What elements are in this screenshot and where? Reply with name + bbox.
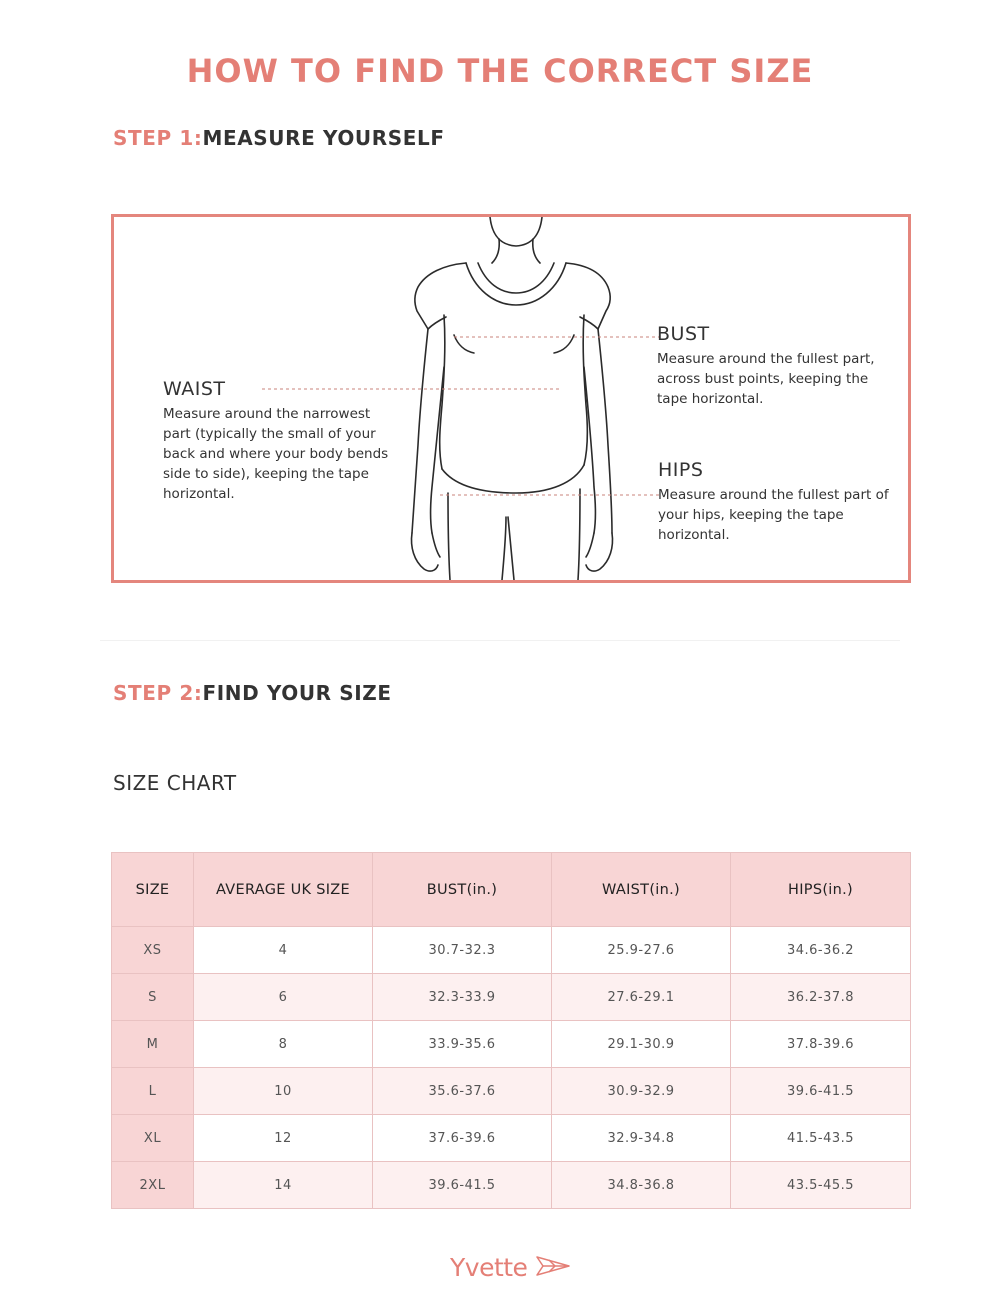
hips-cell: 37.8-39.6 — [731, 1021, 911, 1068]
uk-size-cell: 10 — [194, 1068, 373, 1115]
waist-cell: 30.9-32.9 — [552, 1068, 731, 1115]
step2-number: STEP 2: — [113, 681, 203, 705]
table-header-row — [112, 853, 911, 927]
column-header-uk-size: AVERAGE UK SIZE — [194, 853, 373, 927]
hips-cell: 34.6-36.2 — [731, 927, 911, 974]
size-cell: XL — [112, 1115, 194, 1162]
uk-size-cell: 8 — [194, 1021, 373, 1068]
table-row — [112, 927, 911, 974]
column-header-bust: BUST(in.) — [373, 853, 552, 927]
brand-name: Yvette — [450, 1253, 528, 1282]
column-header-hips: HIPS(in.) — [731, 853, 911, 927]
waist-description: Measure around the narrowest part (typically the small of your back and where your body bends side to side), keeping the tape horizontal. — [163, 406, 389, 502]
table-row — [112, 974, 911, 1021]
hips-cell: 36.2-37.8 — [731, 974, 911, 1021]
page-title: HOW TO FIND THE CORRECT SIZE — [186, 52, 814, 90]
waist-cell: 29.1-30.9 — [552, 1021, 731, 1068]
step1-number: STEP 1: — [113, 126, 203, 150]
bust-cell: 30.7-32.3 — [373, 927, 552, 974]
bust-description: Measure around the fullest part, across bust points, keeping the tape horizontal. — [657, 351, 875, 407]
waist-label: WAIST — [163, 378, 226, 400]
size-chart-table — [111, 852, 911, 1209]
bust-label: BUST — [657, 323, 710, 345]
step1-heading — [113, 126, 445, 150]
paper-plane-icon — [535, 1254, 571, 1282]
waist-cell: 32.9-34.8 — [552, 1115, 731, 1162]
size-cell: 2XL — [112, 1162, 194, 1209]
bust-cell: 37.6-39.6 — [373, 1115, 552, 1162]
waist-cell: 27.6-29.1 — [552, 974, 731, 1021]
brand-logo — [450, 1253, 571, 1282]
uk-size-cell: 6 — [194, 974, 373, 1021]
step2-label: FIND YOUR SIZE — [202, 681, 392, 705]
table-row — [112, 1068, 911, 1115]
size-cell: XS — [112, 927, 194, 974]
uk-size-cell: 4 — [194, 927, 373, 974]
column-header-size: SIZE — [112, 853, 194, 927]
step1-label: MEASURE YOURSELF — [202, 126, 445, 150]
hips-description: Measure around the fullest part of your hips, keeping the tape horizontal. — [658, 487, 889, 543]
column-header-waist: WAIST(in.) — [552, 853, 731, 927]
bust-cell: 33.9-35.6 — [373, 1021, 552, 1068]
bust-cell: 39.6-41.5 — [373, 1162, 552, 1209]
hips-cell: 41.5-43.5 — [731, 1115, 911, 1162]
bust-cell: 32.3-33.9 — [373, 974, 552, 1021]
hips-cell: 39.6-41.5 — [731, 1068, 911, 1115]
table-row — [112, 1021, 911, 1068]
hips-cell: 43.5-45.5 — [731, 1162, 911, 1209]
waist-cell: 34.8-36.8 — [552, 1162, 731, 1209]
waist-cell: 25.9-27.6 — [552, 927, 731, 974]
size-cell: L — [112, 1068, 194, 1115]
section-divider — [100, 640, 900, 641]
uk-size-cell: 14 — [194, 1162, 373, 1209]
bust-cell: 35.6-37.6 — [373, 1068, 552, 1115]
table-row — [112, 1162, 911, 1209]
table-row — [112, 1115, 911, 1162]
step2-heading — [113, 681, 392, 705]
uk-size-cell: 12 — [194, 1115, 373, 1162]
size-cell: M — [112, 1021, 194, 1068]
hips-label: HIPS — [658, 459, 704, 481]
size-cell: S — [112, 974, 194, 1021]
size-chart-title: SIZE CHART — [113, 771, 237, 795]
